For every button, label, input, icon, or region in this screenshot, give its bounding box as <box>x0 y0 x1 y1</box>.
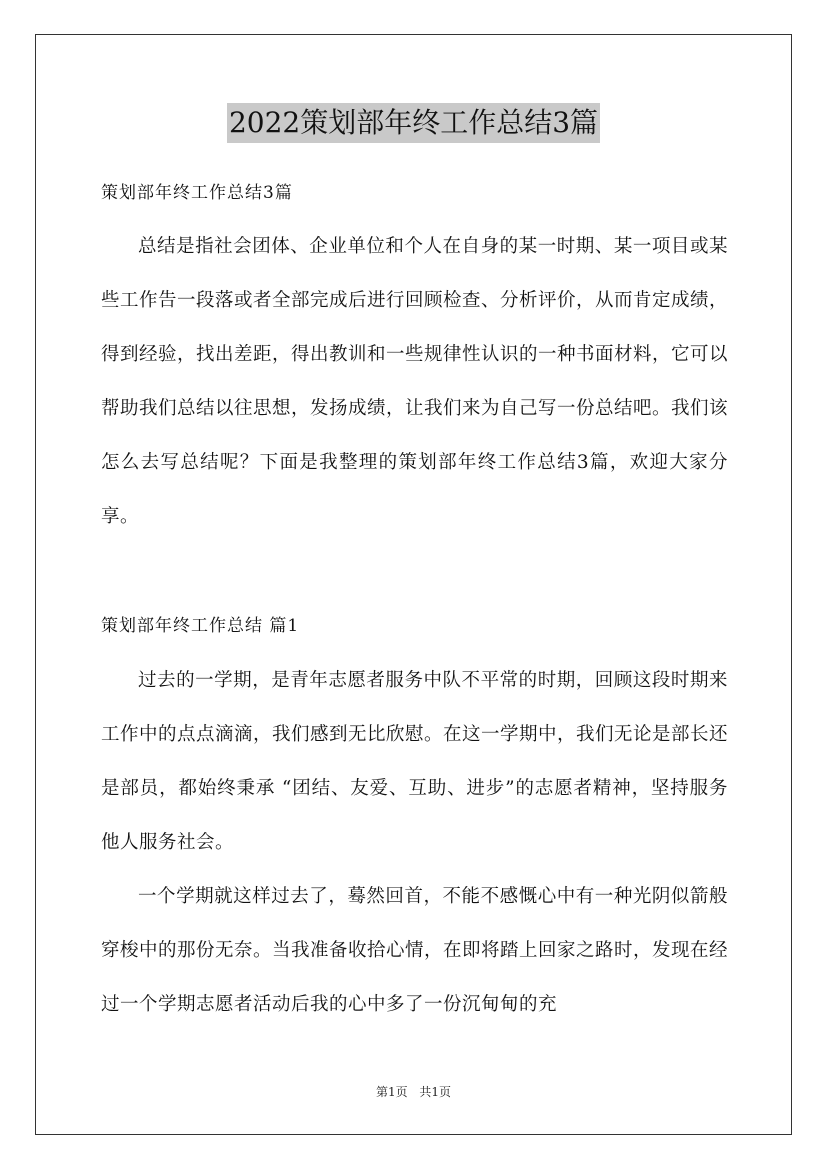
document-title: 2022策划部年终工作总结3篇 <box>227 103 600 143</box>
page-number-total: 共1页 <box>419 1085 452 1099</box>
title-container <box>0 103 827 143</box>
section1-paragraph-2: 一个学期就这样过去了，蓦然回首，不能不感慨心中有一种光阴似箭般穿梭中的那份无奈。当我准备收拾心情，在即将踏上回家之路时，发现在经过一个学期志愿者活动后我的心中多了一份沉甸甸的充 <box>101 886 729 1015</box>
intro-paragraph <box>101 220 728 544</box>
section1-paragraph-1: 过去的一学期，是青年志愿者服务中队不平常的时期，回顾这段时期来工作中的点点滴滴，我们感到无比欣慰。在这一学期中，我们无论是部长还是部员，都始终秉承 “团结、友爱、互助、进步”的志愿者精神，坚持服务他人服务社会。 <box>101 670 729 853</box>
intro-text: 总结是指社会团体、企业单位和个人在自身的某一时期、某一项目或某些工作告一段落或者全部完成后进行回顾检查、分析评价，从而肯定成绩，得到经验，找出差距，得出教训和一些规律性认识的一种书面材料，它可以帮助我们总结以往思想，发扬成绩，让我们来为自己写一份总结吧。我们该怎么去写总结呢？下面是我整理的策划部年终工作总结3篇，欢迎大家分享。 <box>101 236 729 527</box>
page-number-current: 第1页 <box>375 1085 408 1099</box>
section1-heading: 策划部年终工作总结 篇1 <box>101 616 300 636</box>
document-subtitle: 策划部年终工作总结3篇 <box>101 183 293 203</box>
section1-body <box>101 654 728 1032</box>
page-footer <box>0 1084 827 1100</box>
